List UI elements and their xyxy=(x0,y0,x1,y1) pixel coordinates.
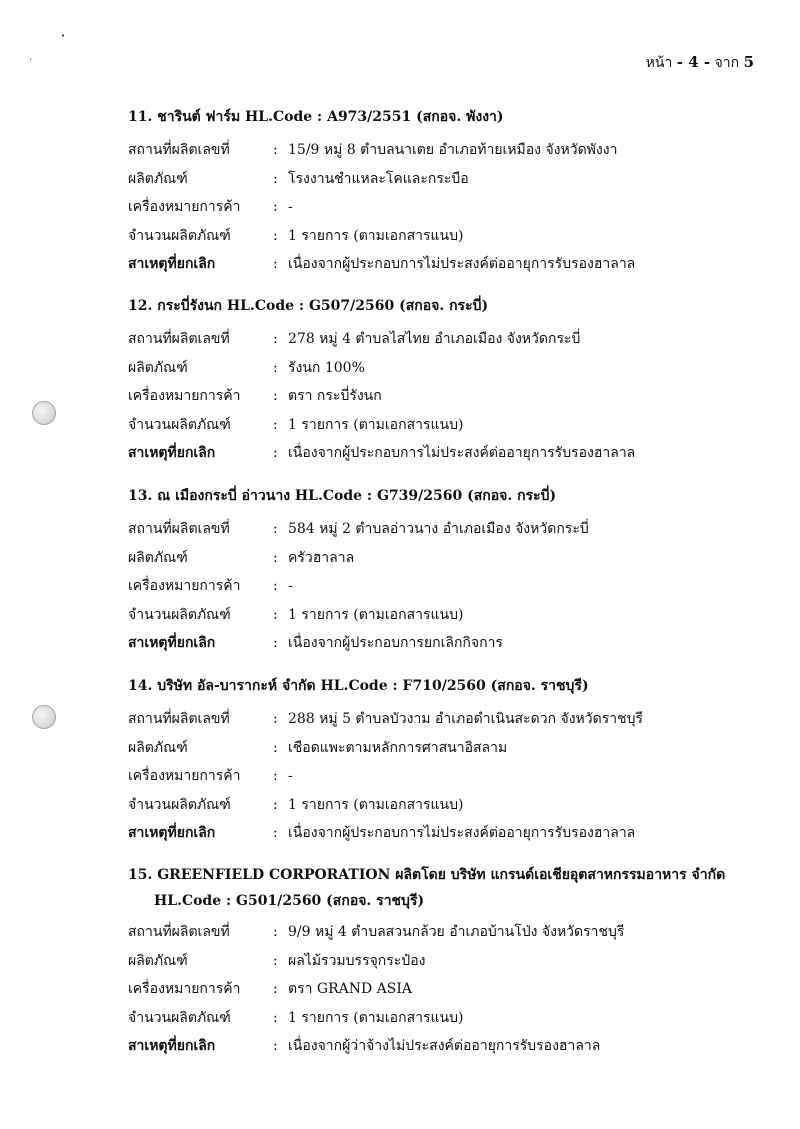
location-label: สถานที่ผลิตเลขที่ xyxy=(128,142,230,158)
colon: : xyxy=(273,825,278,841)
revocation-entry xyxy=(128,104,768,279)
product-label: ผลิตภัณฑ์ xyxy=(128,359,188,376)
colon: : xyxy=(273,521,278,537)
colon: : xyxy=(273,445,278,461)
reason-label: สาเหตุที่ยกเลิก xyxy=(128,1038,216,1054)
quantity-label: จำนวนผลิตภัณฑ์ xyxy=(128,227,231,244)
trademark-row xyxy=(128,193,768,222)
reason-row xyxy=(128,439,768,468)
location-label: สถานที่ผลิตเลขที่ xyxy=(128,521,230,537)
colon: : xyxy=(273,711,278,727)
location-value: 288 หมู่ 5 ตำบลบัวงาม อำเภอดำเนินสะดวก จังหวัดราชบุรี xyxy=(288,711,644,727)
entry-title: 11. ชารินต์ ฟาร์ม HL.Code : A973/2551 (สกอจ. พังงา) xyxy=(128,109,504,125)
trademark-label: เครื่องหมายการค้า xyxy=(128,981,241,997)
colon: : xyxy=(273,739,278,756)
quantity-label: จำนวนผลิตภัณฑ์ xyxy=(128,416,231,433)
colon: : xyxy=(273,1009,278,1026)
colon: : xyxy=(273,227,278,244)
product-value: ครัวฮาลาล xyxy=(288,549,355,566)
product-value: ผลไม้รวมบรรจุกระป๋อง xyxy=(288,952,426,969)
quantity-value: 1 รายการ (ตามเอกสารแนบ) xyxy=(288,796,464,813)
location-value: 584 หมู่ 2 ตำบลอ่าวนาง อำเภอเมือง จังหวัดกระบี่ xyxy=(288,521,589,537)
trademark-label: เครื่องหมายการค้า xyxy=(128,199,241,215)
trademark-label: เครื่องหมายการค้า xyxy=(128,578,241,594)
revocation-entry xyxy=(128,483,768,658)
product-row xyxy=(128,354,768,383)
location-value: 278 หมู่ 4 ตำบลไสไทย อำเภอเมือง จังหวัดกระบี่ xyxy=(288,331,581,347)
location-label: สถานที่ผลิตเลขที่ xyxy=(128,924,230,940)
colon: : xyxy=(273,578,278,594)
trademark-row xyxy=(128,382,768,411)
location-row xyxy=(128,705,768,734)
quantity-value: 1 รายการ (ตามเอกสารแนบ) xyxy=(288,606,464,623)
colon: : xyxy=(273,549,278,566)
reason-value: เนื่องจากผู้ว่าจ้างไม่ประสงค์ต่ออายุการรับรองฮาลาล xyxy=(288,1038,601,1054)
colon: : xyxy=(273,199,278,215)
quantity-value: 1 รายการ (ตามเอกสารแนบ) xyxy=(288,1009,464,1026)
reason-value: เนื่องจากผู้ประกอบการไม่ประสงค์ต่ออายุการรับรองฮาลาล xyxy=(288,256,636,272)
colon: : xyxy=(273,981,278,997)
reason-label: สาเหตุที่ยกเลิก xyxy=(128,825,216,841)
colon: : xyxy=(273,952,278,969)
trademark-label: เครื่องหมายการค้า xyxy=(128,768,241,784)
revocation-entry xyxy=(128,862,768,1061)
product-row xyxy=(128,947,768,976)
page-number xyxy=(646,52,754,74)
location-label: สถานที่ผลิตเลขที่ xyxy=(128,331,230,347)
product-value: เชือดแพะตามหลักการศาสนาอิสลาม xyxy=(288,739,508,756)
location-row xyxy=(128,515,768,544)
reason-label: สาเหตุที่ยกเลิก xyxy=(128,256,216,272)
location-value: 9/9 หมู่ 4 ตำบลสวนกล้วย อำเภอบ้านโป่ง จังหวัดราชบุรี xyxy=(288,924,625,940)
colon: : xyxy=(273,170,278,187)
product-label: ผลิตภัณฑ์ xyxy=(128,170,188,187)
product-label: ผลิตภัณฑ์ xyxy=(128,549,188,566)
punch-hole xyxy=(32,401,56,425)
reason-value: เนื่องจากผู้ประกอบการไม่ประสงค์ต่ออายุการรับรองฮาลาล xyxy=(288,825,636,841)
location-row xyxy=(128,325,768,354)
colon: : xyxy=(273,388,278,404)
trademark-value: - xyxy=(288,578,293,594)
trademark-row xyxy=(128,975,768,1004)
revocation-entry xyxy=(128,293,768,468)
colon: : xyxy=(273,416,278,433)
entry-title-line2: HL.Code : G501/2560 (สกอจ. ราชบุรี) xyxy=(154,893,425,909)
quantity-row xyxy=(128,601,768,630)
colon: : xyxy=(273,924,278,940)
product-row xyxy=(128,734,768,763)
colon: : xyxy=(273,256,278,272)
entry-title: 15. GREENFIELD CORPORATION ผลิตโดย บริษัท แกรนด์เอเชียอุตสาหกรรมอาหาร จำกัด xyxy=(128,867,726,883)
product-row xyxy=(128,165,768,194)
quantity-label: จำนวนผลิตภัณฑ์ xyxy=(128,796,231,813)
revocation-entry xyxy=(128,673,768,848)
page-prefix: หน้า xyxy=(645,55,673,71)
quantity-label: จำนวนผลิตภัณฑ์ xyxy=(128,1009,231,1026)
page-current: - 4 - xyxy=(676,53,711,71)
quantity-row xyxy=(128,411,768,440)
trademark-value: ตรา กระบี่รังนก xyxy=(288,388,382,404)
colon: : xyxy=(273,606,278,623)
trademark-value: - xyxy=(288,768,293,784)
product-label: ผลิตภัณฑ์ xyxy=(128,952,188,969)
colon: : xyxy=(273,331,278,347)
reason-label: สาเหตุที่ยกเลิก xyxy=(128,445,216,461)
entry-title: 12. กระบี่รังนก HL.Code : G507/2560 (สกอจ. กระบี่) xyxy=(128,298,489,314)
trademark-value: - xyxy=(288,199,293,215)
trademark-row xyxy=(128,572,768,601)
colon: : xyxy=(273,768,278,784)
product-value: รังนก 100% xyxy=(288,359,365,376)
reason-value: เนื่องจากผู้ประกอบการยกเลิกกิจการ xyxy=(288,635,503,651)
trademark-label: เครื่องหมายการค้า xyxy=(128,388,241,404)
page-total: 5 xyxy=(743,53,754,71)
reason-row xyxy=(128,629,768,658)
quantity-value: 1 รายการ (ตามเอกสารแนบ) xyxy=(288,416,464,433)
quantity-row xyxy=(128,791,768,820)
scan-speck xyxy=(30,58,31,60)
reason-row xyxy=(128,819,768,848)
entry-title: 14. บริษัท อัล-บารากะห์ จำกัด HL.Code : F710/2560 (สกอจ. ราชบุรี) xyxy=(128,678,589,694)
quantity-label: จำนวนผลิตภัณฑ์ xyxy=(128,606,231,623)
location-label: สถานที่ผลิตเลขที่ xyxy=(128,711,230,727)
location-row xyxy=(128,918,768,947)
scan-speck xyxy=(62,34,64,37)
reason-label: สาเหตุที่ยกเลิก xyxy=(128,635,216,651)
punch-hole xyxy=(32,705,56,729)
quantity-row xyxy=(128,1004,768,1033)
product-label: ผลิตภัณฑ์ xyxy=(128,739,188,756)
colon: : xyxy=(273,635,278,651)
entry-title: 13. ณ เมืองกระบี่ อ่าวนาง HL.Code : G739/2560 (สกอจ. กระบี่) xyxy=(128,488,557,504)
reason-value: เนื่องจากผู้ประกอบการไม่ประสงค์ต่ออายุการรับรองฮาลาล xyxy=(288,445,636,461)
colon: : xyxy=(273,1038,278,1054)
product-row xyxy=(128,544,768,573)
quantity-value: 1 รายการ (ตามเอกสารแนบ) xyxy=(288,227,464,244)
trademark-value: ตรา GRAND ASIA xyxy=(288,981,413,997)
location-row xyxy=(128,136,768,165)
reason-row xyxy=(128,250,768,279)
colon: : xyxy=(273,796,278,813)
page-of: จาก xyxy=(714,55,740,71)
trademark-row xyxy=(128,762,768,791)
product-value: โรงงานชำแหละโคและกระบือ xyxy=(288,170,469,187)
location-value: 15/9 หมู่ 8 ตำบลนาเตย อำเภอท้ายเหมือง จังหวัดพังงา xyxy=(288,142,618,158)
colon: : xyxy=(273,359,278,376)
reason-row xyxy=(128,1032,768,1061)
quantity-row xyxy=(128,222,768,251)
colon: : xyxy=(273,142,278,158)
